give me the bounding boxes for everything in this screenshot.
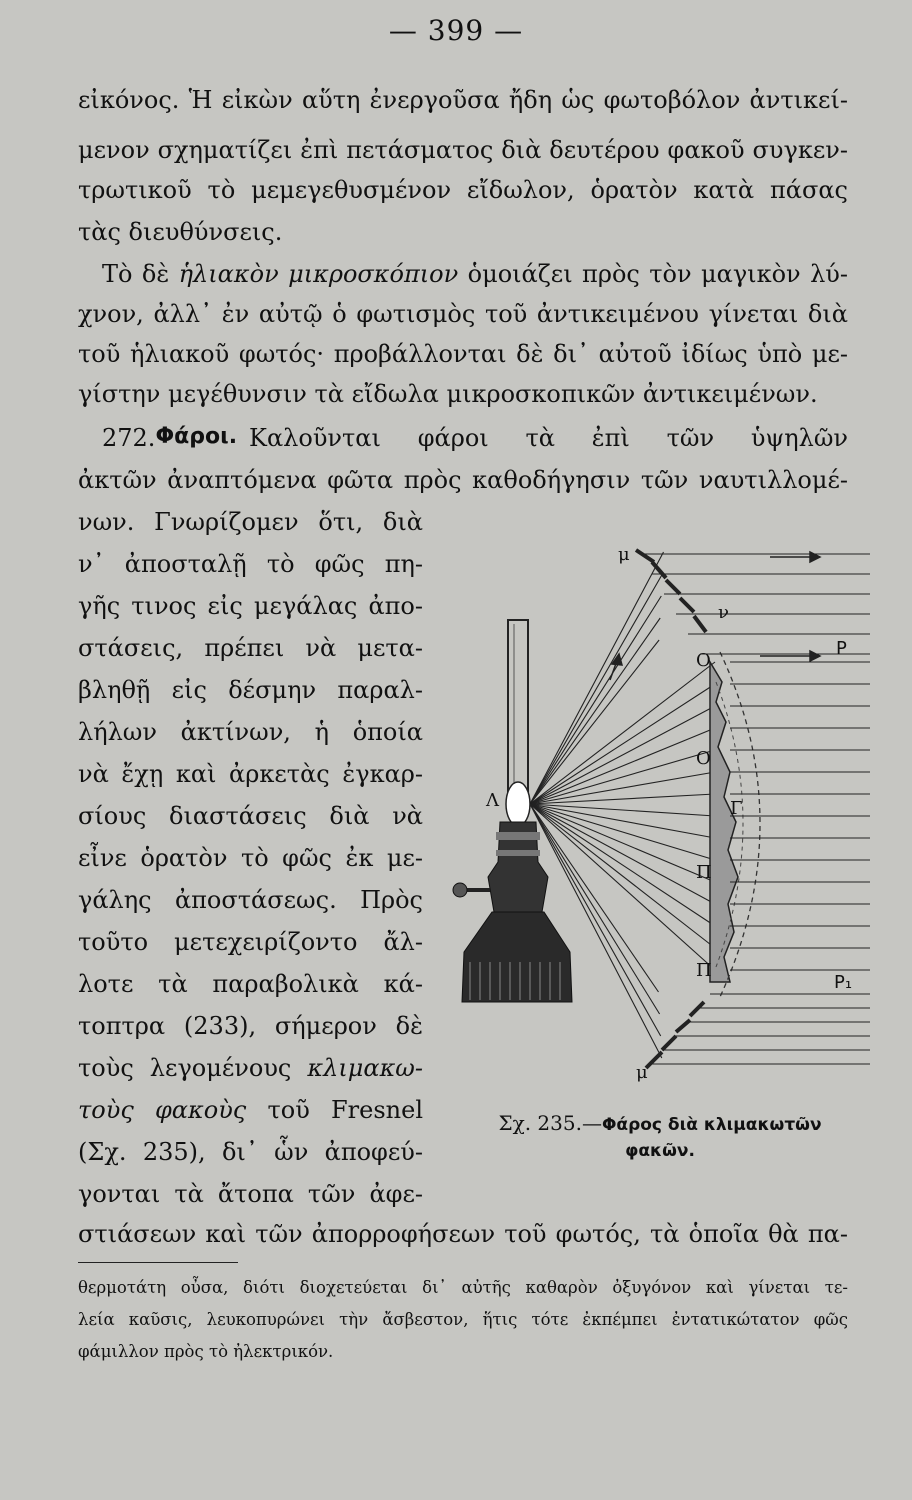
- column-line: νὰ ἔχῃ καὶ ἀρκετὰς ἐγκαρ-: [78, 760, 423, 788]
- label-gamma: Γ: [730, 798, 743, 819]
- text-line: μενον σχηματίζει ἐπὶ πετάσματος διὰ δευτέρου φακοῦ συγκεν-: [78, 136, 848, 164]
- incident-ray: [530, 640, 659, 804]
- footnote-divider: [78, 1262, 238, 1263]
- section-heading-line: [102, 426, 848, 450]
- lighthouse-lens-figure: [440, 532, 880, 1092]
- prism-segment: [666, 580, 680, 594]
- prism-segment: [694, 616, 706, 632]
- column-line: ν᾽ ἀποσταλῇ τὸ φῶς πη-: [78, 550, 423, 578]
- column-line: τοπτρα (233), σήμερον δὲ: [78, 1012, 423, 1040]
- caption-title: Φάρος διὰ κλιμακωτῶν: [601, 1115, 822, 1135]
- label-pi: Π: [696, 862, 712, 883]
- footnote-line: φάμιλλον πρὸς τὸ ἠλεκτρικόν.: [78, 1342, 334, 1361]
- prism-segment: [646, 1052, 662, 1068]
- column-line: τοῦτο μετεχειρίζοντο ἄλ-: [78, 928, 423, 956]
- text-line: Καλοῦνται φάροι τὰ ἐπὶ τῶν ὑψηλῶν: [249, 424, 848, 452]
- caption-title-cont: φακῶν.: [625, 1140, 695, 1161]
- text-line: εἰκόνος. Ἡ εἰκὼν αὕτη ἐνεργοῦσα ἤδη ὡς φωτοβόλον ἀντικεί-: [78, 86, 848, 114]
- text-line: στιάσεων καὶ τῶν ἀπορροφήσεων τοῦ φωτός, τὰ ὁποῖα θὰ πα-: [78, 1220, 848, 1248]
- lamp-flame: [506, 782, 530, 826]
- label-o: Ο: [696, 650, 711, 671]
- incident-ray: [530, 804, 715, 948]
- label-nu: ν: [718, 602, 729, 623]
- incident-ray: [530, 662, 715, 804]
- footnote-line: λεία καῦσις, λευκοπυρώνει τὴν ἄσβεστον, ἥτις τότε ἐκπέμπει ἐντατικώτατον φῶς: [78, 1310, 848, 1329]
- column-line: λήλων ἀκτίνων, ἡ ὁποία: [78, 718, 423, 746]
- incident-ray: [530, 804, 715, 816]
- column-line: βληθῇ εἰς δέσμην παραλ-: [78, 676, 423, 704]
- label-mu-bottom: μ: [636, 1062, 648, 1083]
- label-mu-top: μ: [618, 544, 630, 565]
- column-line: γῆς τινος εἰς μεγάλας ἀπο-: [78, 592, 423, 620]
- column-line: λοτε τὰ παραβολικὰ κά-: [78, 970, 423, 998]
- prism-segment: [690, 1002, 704, 1016]
- incident-ray: [530, 596, 661, 804]
- incident-ray: [530, 804, 715, 882]
- text-line: τοῦ ἡλιακοῦ φωτός· προβάλλονται δὲ δι᾽ αὐτοῦ ἰδίως ὑπὸ με-: [78, 340, 848, 368]
- column-line: εἶνε ὁρατὸν τὸ φῶς ἐκ με-: [78, 844, 423, 872]
- column-line: (Σχ. 235), δι᾽ ὧν ἀποφεύ-: [78, 1138, 423, 1166]
- section-title: Φάροι.: [155, 424, 238, 449]
- prism-segment: [676, 1020, 690, 1032]
- incident-ray: [530, 684, 715, 804]
- incident-ray: [530, 804, 715, 838]
- incident-ray: [530, 618, 660, 804]
- label-p: P: [836, 638, 847, 659]
- italic-term: ἡλιακὸν μικροσκόπιον: [178, 260, 459, 288]
- caption-prefix: Σχ. 235.—: [498, 1111, 602, 1135]
- footnote-line: θερμοτάτη οὖσα, διότι διοχετεύεται δι᾽ αὐτῆς καθαρὸν ὀξυγόνον καὶ γίνεται τε-: [78, 1278, 848, 1297]
- prism-segment: [680, 598, 694, 612]
- incident-ray: [530, 552, 664, 804]
- label-pi2: Π: [696, 960, 712, 981]
- label-lambda: Λ: [486, 790, 499, 811]
- label-o2: Ο: [696, 748, 711, 769]
- column-line: γάλης ἀποστάσεως. Πρὸς: [78, 886, 423, 914]
- stepped-lens: [710, 662, 738, 982]
- column-line: στάσεις, πρέπει νὰ μετα-: [78, 634, 423, 662]
- text-line: ἀκτῶν ἀναπτόμενα φῶτα πρὸς καθοδήγησιν τῶν ναυτιλλομέ-: [78, 466, 848, 494]
- column-line: νων. Γνωρίζομεν ὅτι, διὰ: [78, 508, 423, 536]
- text-line: τρωτικοῦ τὸ μεμεγεθυσμένον εἴδωλον, ὁρατὸν κατὰ πάσας: [78, 176, 848, 204]
- incident-ray: [530, 804, 715, 926]
- column-line: τοὺς λεγομένους κλιμακω-: [78, 1054, 423, 1082]
- column-line: τοὺς φακοὺς τοῦ Fresnel: [78, 1096, 423, 1124]
- text-line: χνον, ἀλλ᾽ ἐν αὐτῷ ὁ φωτισμὸς τοῦ ἀντικειμένου γίνεται διὰ: [78, 300, 848, 328]
- prism-segment: [636, 550, 654, 562]
- section-number: 272.: [102, 424, 156, 452]
- paragraph-start: Τὸ δὲ ἡλιακὸν μικροσκόπιον ὁμοιάζει πρὸς τὸν μαγικὸν λύ-: [102, 260, 848, 288]
- figure-caption: [450, 1108, 870, 1164]
- text-line: γίστην μεγέθυνσιν τὰ εἴδωλα μικροσκοπικῶν ἀντικειμένων.: [78, 380, 818, 408]
- incident-ray: [530, 728, 715, 804]
- column-line: σίους διαστάσεις διὰ νὰ: [78, 802, 423, 830]
- prism-segment: [662, 1036, 676, 1050]
- text-line: τὰς διευθύνσεις.: [78, 218, 283, 246]
- column-line: γονται τὰ ἄτοπα τῶν ἀφε-: [78, 1180, 423, 1208]
- incident-ray: [530, 804, 715, 860]
- lamp-base: [462, 912, 572, 1002]
- arrow-icon: [610, 552, 820, 680]
- label-p1: P₁: [834, 972, 853, 993]
- page-number: — 399 —: [388, 14, 524, 47]
